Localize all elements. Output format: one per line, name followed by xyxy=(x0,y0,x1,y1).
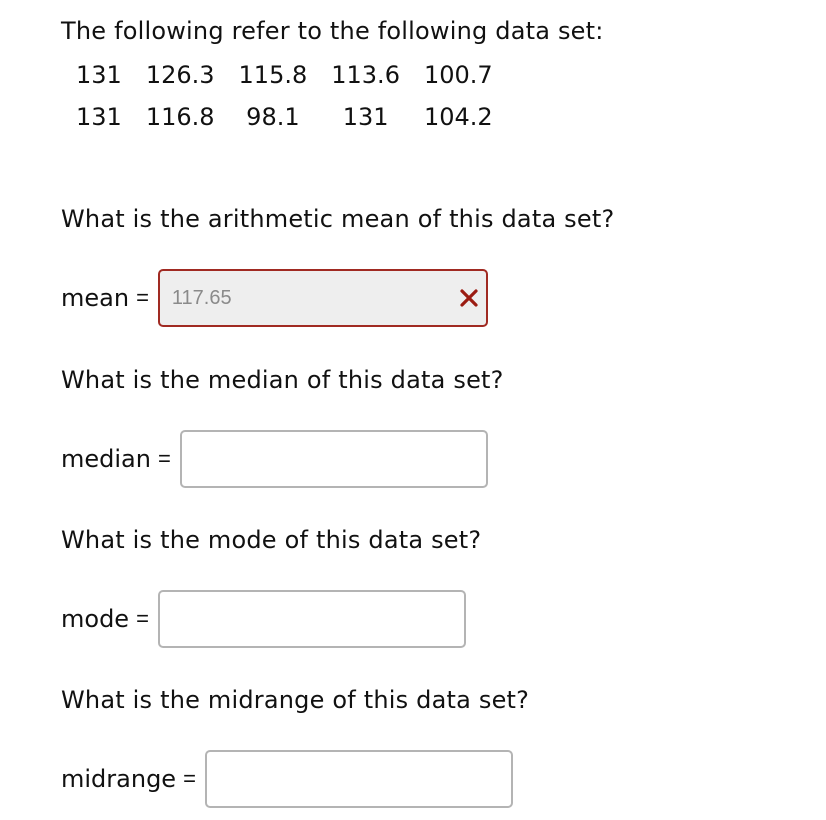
median-answer-row xyxy=(61,430,488,488)
equals-sign: = xyxy=(136,285,149,310)
midrange-label: midrange xyxy=(61,765,177,793)
data-value: 98.1 xyxy=(246,103,300,131)
data-value: 131 xyxy=(76,61,122,89)
mean-label: mean xyxy=(61,284,130,312)
mean-input-wrapper xyxy=(158,269,488,327)
data-row xyxy=(64,96,505,138)
midrange-answer-row xyxy=(61,750,513,808)
data-set-table xyxy=(64,54,505,138)
equals-sign: = xyxy=(136,606,149,631)
median-label: median xyxy=(61,445,151,473)
data-value: 113.6 xyxy=(331,61,400,89)
data-value: 131 xyxy=(342,103,389,131)
mode-input[interactable] xyxy=(158,590,466,648)
mode-question: What is the mode of this data set? xyxy=(61,526,482,554)
data-value: 115.8 xyxy=(238,61,308,89)
median-input[interactable] xyxy=(180,430,488,488)
data-value: 104.2 xyxy=(423,103,493,131)
data-value: 116.8 xyxy=(145,103,215,131)
midrange-question: What is the midrange of this data set? xyxy=(61,686,530,714)
mode-answer-row xyxy=(61,590,466,648)
data-row xyxy=(64,54,505,96)
data-value: 100.7 xyxy=(423,61,493,89)
midrange-input[interactable] xyxy=(205,750,513,808)
equals-sign: = xyxy=(183,766,196,791)
data-value: 131 xyxy=(76,103,122,131)
problem-intro: The following refer to the following data set: xyxy=(61,17,604,45)
median-question: What is the median of this data set? xyxy=(61,366,504,394)
equals-sign: = xyxy=(157,446,171,471)
close-icon xyxy=(459,288,479,308)
mode-label: mode xyxy=(61,605,130,633)
data-value: 126.3 xyxy=(145,61,215,89)
mean-question: What is the arithmetic mean of this data set? xyxy=(61,205,615,233)
mean-input[interactable] xyxy=(158,269,488,327)
mean-answer-row xyxy=(61,269,488,327)
